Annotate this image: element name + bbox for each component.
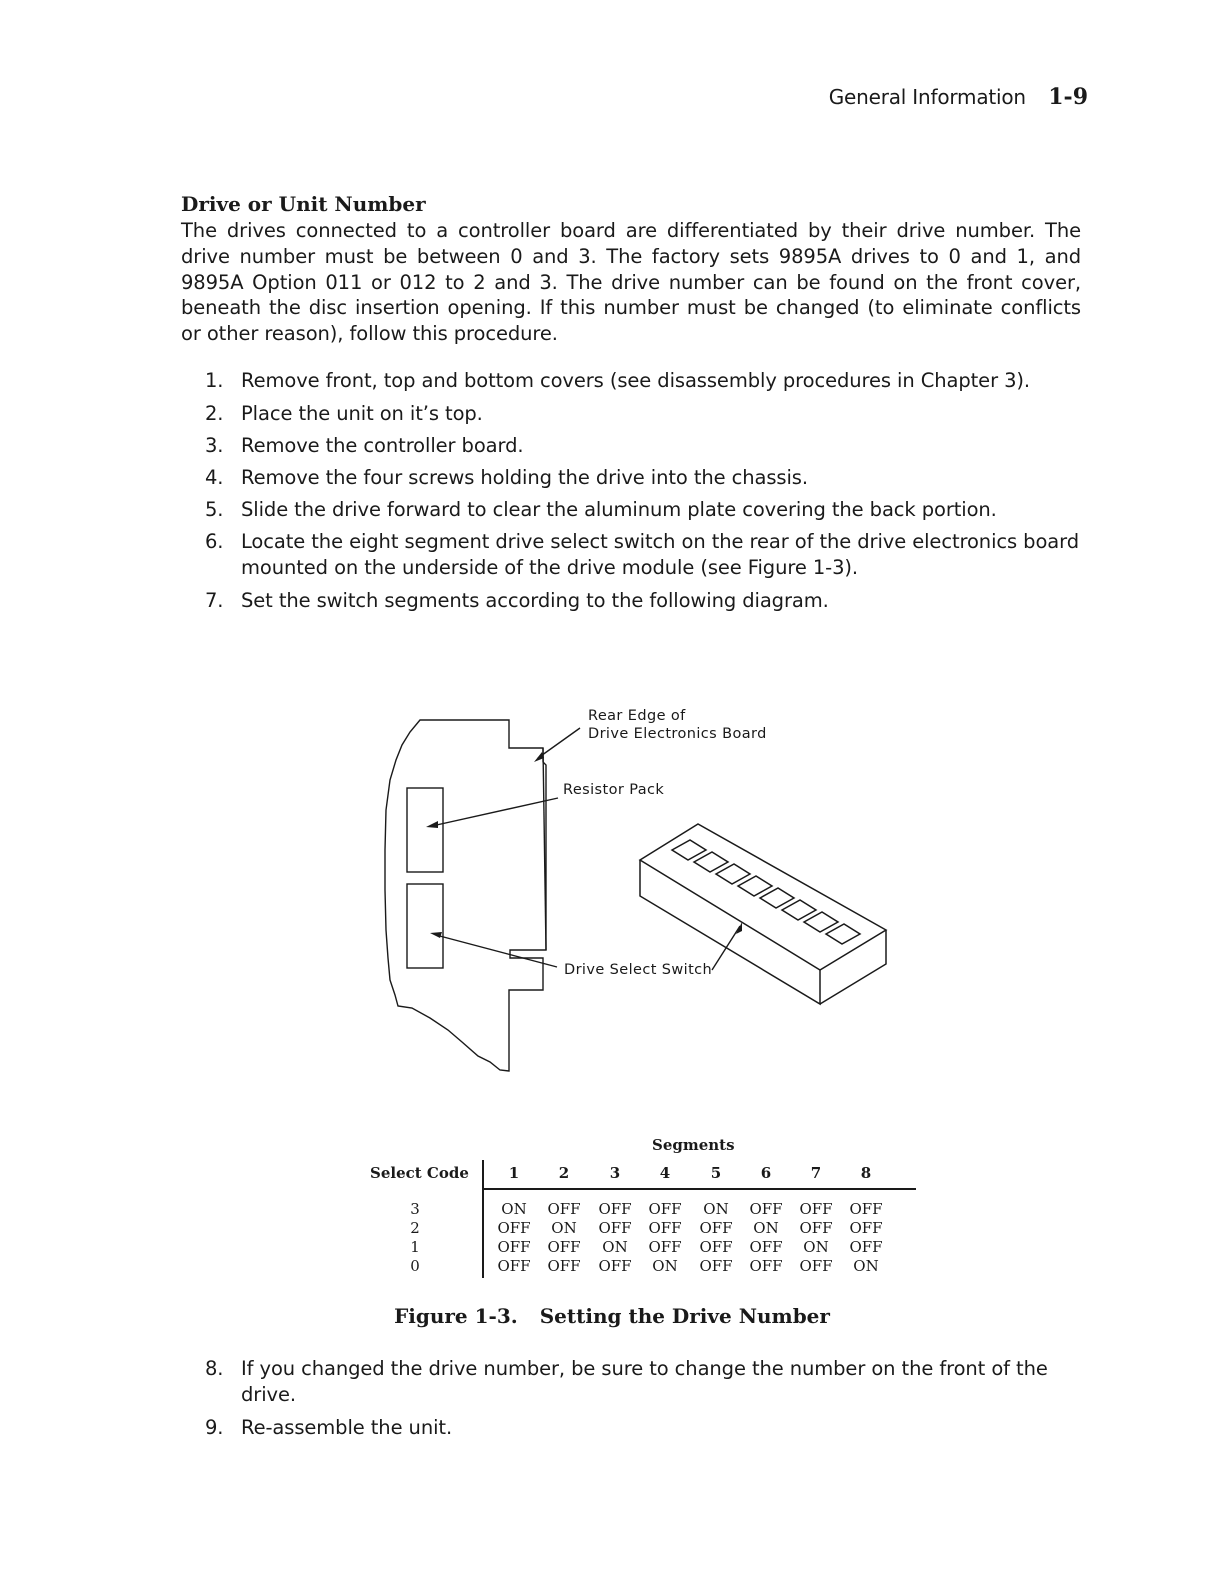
step-text: Remove the four screws holding the drive into the chassis. bbox=[241, 466, 808, 489]
figure-number: Figure 1-3. bbox=[394, 1304, 518, 1328]
segment-cell: ON bbox=[602, 1238, 628, 1256]
segment-cell: ON bbox=[703, 1200, 729, 1218]
step-number: 6. bbox=[205, 530, 224, 553]
segment-cell: OFF bbox=[598, 1219, 632, 1237]
label-rear-edge-line1: Rear Edge of bbox=[588, 708, 686, 724]
segment-cell: OFF bbox=[497, 1238, 531, 1256]
resistor-leader bbox=[432, 798, 558, 826]
step-number: 5. bbox=[205, 498, 224, 521]
step-number: 8. bbox=[205, 1357, 224, 1380]
step-text: Slide the drive forward to clear the aluminum plate covering the back portion. bbox=[241, 498, 997, 521]
segment-cell: OFF bbox=[699, 1257, 733, 1275]
page-number: 1-9 bbox=[1048, 84, 1088, 110]
segment-cell: ON bbox=[803, 1238, 829, 1256]
segment-cell: ON bbox=[853, 1257, 879, 1275]
segment-column-header: 1 bbox=[508, 1164, 520, 1182]
segment-cell: ON bbox=[551, 1219, 577, 1237]
segment-cell: OFF bbox=[749, 1257, 783, 1275]
running-head-section: General Information bbox=[828, 85, 1026, 109]
switch-leader-left bbox=[436, 935, 557, 967]
segment-column-header: 6 bbox=[760, 1164, 772, 1182]
segment-column-header: 4 bbox=[659, 1164, 671, 1182]
select-code-header: Select Code bbox=[370, 1164, 469, 1182]
step-text: Place the unit on it’s top. bbox=[241, 402, 483, 425]
step-text: Remove the controller board. bbox=[241, 434, 524, 457]
segment-cell: ON bbox=[652, 1257, 678, 1275]
step-number: 9. bbox=[205, 1416, 224, 1439]
segment-cell: OFF bbox=[547, 1238, 581, 1256]
step-number: 3. bbox=[205, 434, 224, 457]
segment-cell: OFF bbox=[598, 1257, 632, 1275]
select-code-value: 3 bbox=[410, 1200, 420, 1218]
dip-switch-segments bbox=[672, 840, 860, 944]
select-code-value: 1 bbox=[410, 1238, 420, 1256]
segment-cell: OFF bbox=[849, 1200, 883, 1218]
segment-table bbox=[360, 1132, 916, 1282]
step-text: Remove front, top and bottom covers (see disassembly procedures in Chapter 3). bbox=[241, 369, 1030, 392]
segment-cell: OFF bbox=[547, 1257, 581, 1275]
segment-cell: OFF bbox=[598, 1200, 632, 1218]
board-outline bbox=[385, 720, 546, 1071]
segment-cell: OFF bbox=[699, 1238, 733, 1256]
switch-right-arrowhead bbox=[736, 922, 742, 934]
segment-cell: OFF bbox=[749, 1238, 783, 1256]
step-number: 7. bbox=[205, 589, 224, 612]
resistor-pack-upper bbox=[407, 788, 443, 872]
segment-column-header: 2 bbox=[558, 1164, 570, 1182]
figure-caption bbox=[0, 1304, 1224, 1328]
label-drive-select-switch: Drive Select Switch bbox=[564, 962, 713, 978]
segment-cell: ON bbox=[753, 1219, 779, 1237]
label-resistor-pack: Resistor Pack bbox=[563, 782, 665, 798]
intro-paragraph: The drives connected to a controller board are differentiated by their drive number. The drive number must be between 0 and 3. The factory sets 9895A drives to 0 and 1, and 9895A Option 011 or 012 to 2 and 3. The drive number can be found on the front cover, beneath the disc insertion opening. If this number must be changed (to eliminate conflicts or other reason), follow this procedure. bbox=[181, 219, 1081, 346]
segment-column-header: 7 bbox=[810, 1164, 822, 1182]
step-text: If you changed the drive number, be sure to change the number on the front of the drive. bbox=[241, 1357, 1048, 1406]
figure-drawing bbox=[350, 690, 910, 1090]
segment-cell: OFF bbox=[648, 1219, 682, 1237]
drive-switch-figure bbox=[350, 690, 910, 1090]
segment-column-header: 5 bbox=[710, 1164, 722, 1182]
rear-edge-leader bbox=[538, 728, 580, 758]
segment-cell: OFF bbox=[497, 1257, 531, 1275]
table-divider-horizontal bbox=[482, 1188, 916, 1190]
switch-leader-arrowhead bbox=[430, 932, 442, 938]
step-number: 2. bbox=[205, 402, 224, 425]
running-head bbox=[829, 84, 1088, 110]
segment-column-header: 3 bbox=[609, 1164, 621, 1182]
segment-cell: ON bbox=[501, 1200, 527, 1218]
select-code-value: 0 bbox=[410, 1257, 420, 1275]
step-text: Locate the eight segment drive select switch on the rear of the drive electronics board mounted on the underside of the drive module (see Figure 1-3). bbox=[241, 530, 1079, 579]
segment-cell: OFF bbox=[648, 1238, 682, 1256]
segment-cell: OFF bbox=[849, 1219, 883, 1237]
resistor-pack-lower bbox=[407, 884, 443, 968]
segment-cell: OFF bbox=[497, 1219, 531, 1237]
segment-cell: OFF bbox=[799, 1257, 833, 1275]
figure-title: Setting the Drive Number bbox=[539, 1304, 830, 1328]
step-text: Set the switch segments according to the following diagram. bbox=[241, 589, 829, 612]
segment-cell: OFF bbox=[699, 1219, 733, 1237]
section-heading: Drive or Unit Number bbox=[181, 192, 426, 216]
segment-cell: OFF bbox=[648, 1200, 682, 1218]
resistor-arrowhead bbox=[426, 821, 438, 828]
step-number: 4. bbox=[205, 466, 224, 489]
table-divider-vertical bbox=[482, 1160, 484, 1278]
label-rear-edge-line2: Drive Electronics Board bbox=[588, 726, 767, 742]
step-number: 1. bbox=[205, 369, 224, 392]
segment-cell: OFF bbox=[799, 1219, 833, 1237]
select-code-value: 2 bbox=[410, 1219, 420, 1237]
segments-title: Segments bbox=[652, 1136, 735, 1154]
segment-cell: OFF bbox=[799, 1200, 833, 1218]
segment-column-header: 8 bbox=[860, 1164, 872, 1182]
segment-cell: OFF bbox=[849, 1238, 883, 1256]
segment-cell: OFF bbox=[547, 1200, 581, 1218]
step-text: Re-assemble the unit. bbox=[241, 1416, 453, 1439]
segment-cell: OFF bbox=[749, 1200, 783, 1218]
